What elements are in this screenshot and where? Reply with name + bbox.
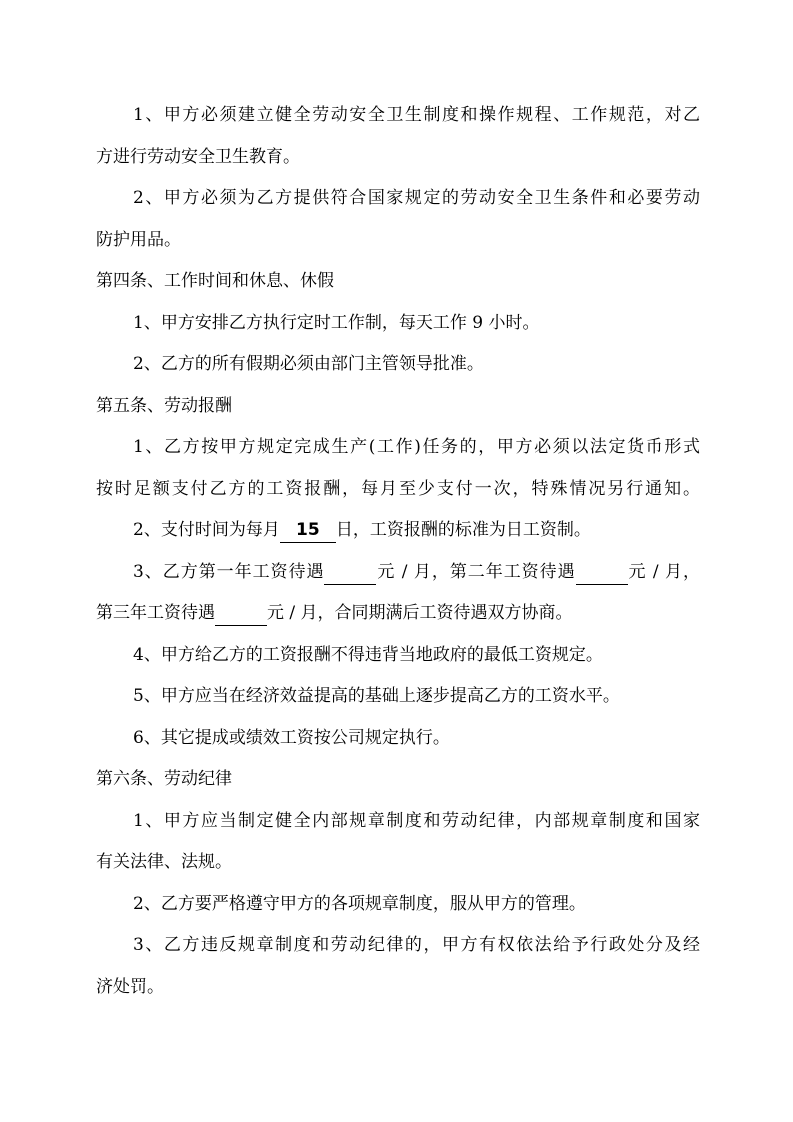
paragraph-salary-line-2: [96, 597, 700, 639]
paragraph-discipline-rules-line-1: 1、甲方应当制定健全内部规章制度和劳动纪律，内部规章制度和国家: [133, 810, 700, 831]
pay-day-text-after: 日，工资报酬的标准为日工资制。: [335, 520, 591, 540]
article-5-heading: 第五条、劳动报酬: [96, 395, 232, 416]
pay-day-text-before: 2、支付时间为每月: [133, 520, 280, 540]
paragraph-safety-conditions-line-1: 2、甲方必须为乙方提供符合国家规定的劳动安全卫生条件和必要劳动: [133, 188, 700, 208]
paragraph-bonus: 6、其它提成或绩效工资按公司规定执行。: [133, 727, 450, 748]
paragraph-safety-rules-line-2: 方进行劳动安全卫生教育。: [96, 146, 300, 167]
document-body: [96, 99, 700, 1012]
paragraph-safety-conditions-line-2: 防护用品。: [96, 229, 181, 250]
paragraph-penalties-line-2: 济处罚。: [96, 976, 164, 997]
paragraph-work-hours: 1、甲方安排乙方执行定时工作制，每天工作 9 小时。: [133, 312, 540, 333]
paragraph-safety-rules-line-1: 1、甲方必须建立健全劳动安全卫生制度和操作规程、工作规范，对乙: [133, 105, 700, 125]
salary-year-1-field[interactable]: [324, 560, 376, 585]
article-4-heading: 第四条、工作时间和休息、休假: [96, 271, 334, 291]
paragraph-leave-approval: 2、乙方的所有假期必须由部门主管领导批准。: [133, 354, 484, 374]
paragraph-payment-line-1: 1、乙方按甲方规定完成生产(工作)任务的，甲方必须以法定货币形式: [133, 437, 700, 457]
salary-year-2-unit: 元 / 月，: [627, 561, 700, 582]
paragraph-discipline-rules-line-2: 有关法律、法规。: [96, 852, 232, 872]
paragraph-minimum-wage: 4、甲方给乙方的工资报酬不得违背当地政府的最低工资规定。: [133, 644, 603, 665]
paragraph-payment-line-2: 按时足额支付乙方的工资报酬，每月至少支付一次，特殊情况另行通知。: [96, 478, 700, 499]
salary-year-2-field[interactable]: [576, 560, 628, 585]
paragraph-pay-day: [96, 514, 700, 556]
paragraph-compliance: 2、乙方要严格遵守甲方的各项规章制度，服从甲方的管理。: [133, 893, 586, 914]
salary-year-3-field[interactable]: [215, 601, 267, 626]
paragraph-salary-line-1: [96, 556, 700, 598]
paragraph-penalties-line-1: 3、乙方违反规章制度和劳动纪律的，甲方有权依法给予行政处分及经: [133, 935, 700, 955]
pay-day-field[interactable]: 15: [280, 518, 336, 543]
salary-year-3-label: 第三年工资待遇: [96, 603, 215, 623]
salary-year-2-label: 元 / 月，第二年工资待遇: [376, 561, 576, 582]
salary-year-3-unit: 元 / 月，合同期满后工资待遇双方协商。: [267, 603, 573, 623]
salary-year-1-label: 3、乙方第一年工资待遇: [133, 561, 325, 582]
paragraph-wage-increase: 5、甲方应当在经济效益提高的基础上逐步提高乙方的工资水平。: [133, 686, 620, 706]
article-6-heading: 第六条、劳动纪律: [96, 769, 232, 789]
